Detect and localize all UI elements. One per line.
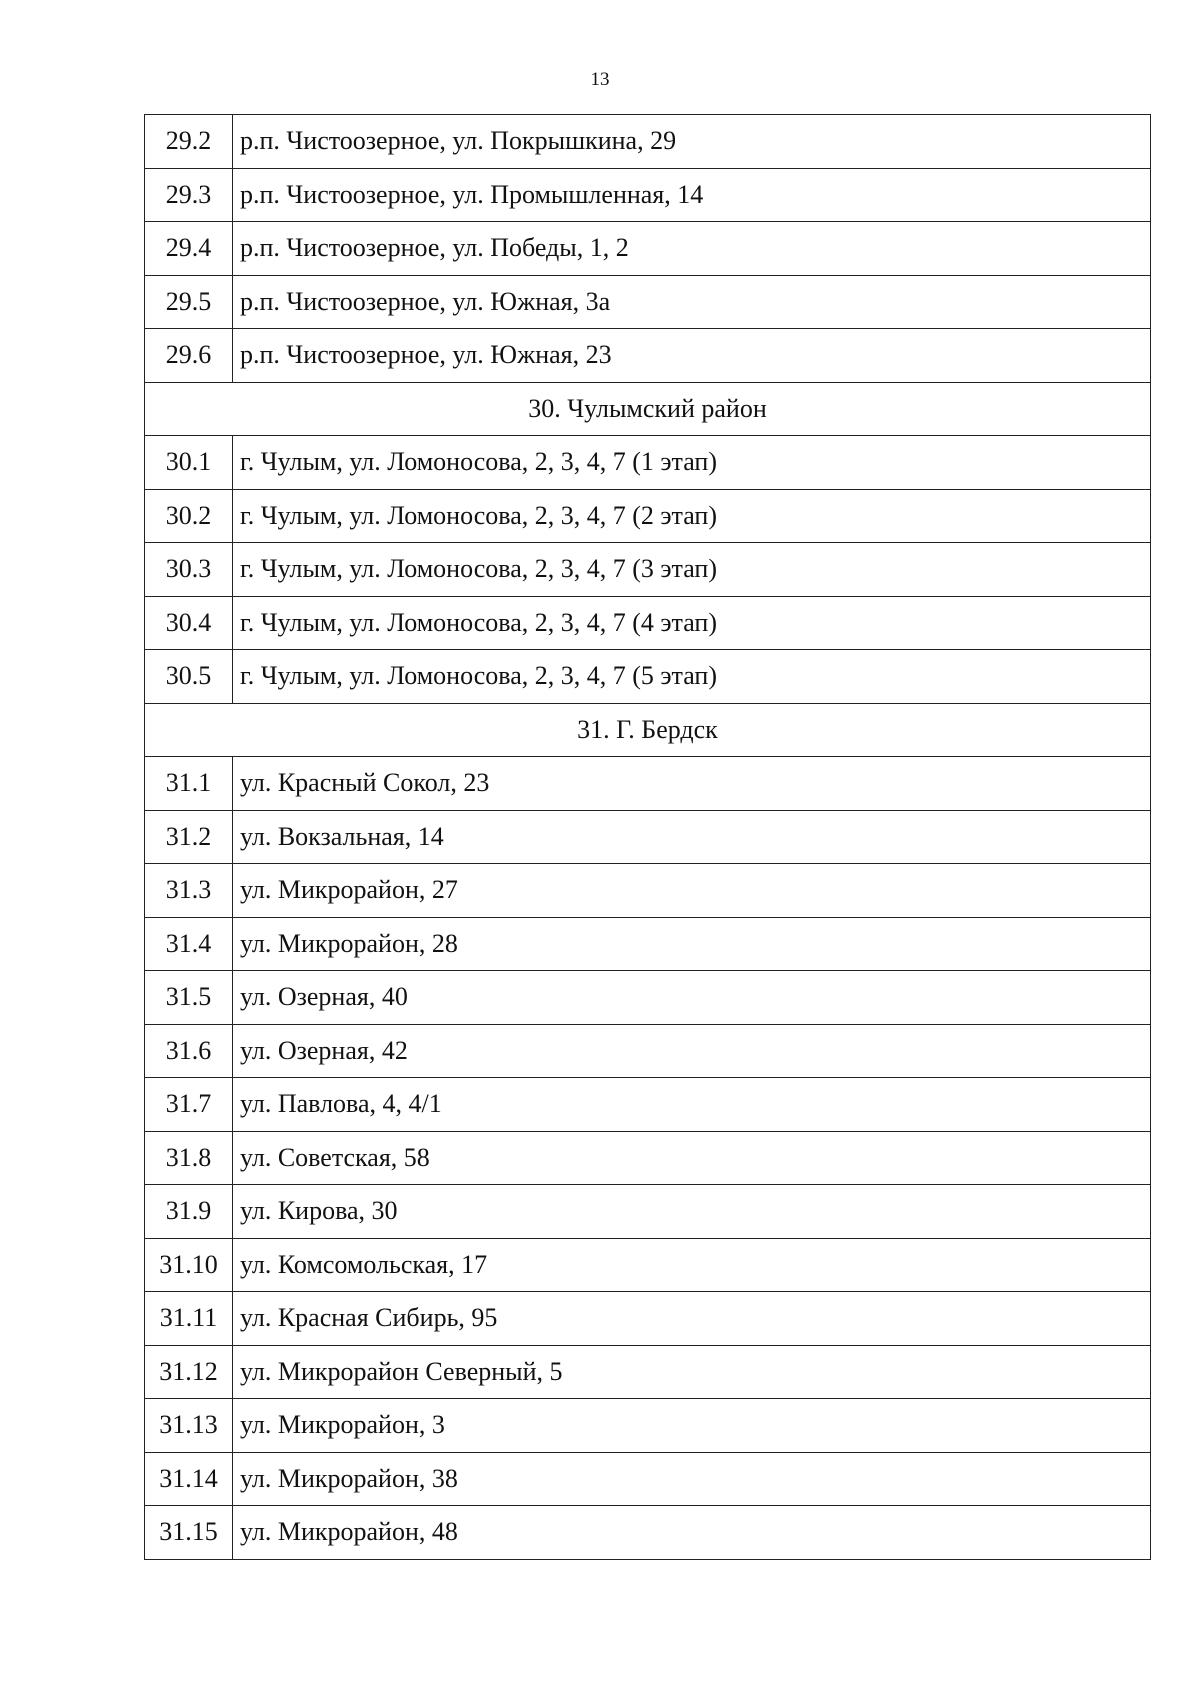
row-address: ул. Микрорайон Северный, 5 <box>233 1345 1151 1399</box>
row-number: 31.6 <box>145 1024 233 1078</box>
row-address: р.п. Чистоозерное, ул. Промышленная, 14 <box>233 168 1151 222</box>
row-number: 31.1 <box>145 757 233 811</box>
row-number: 31.14 <box>145 1452 233 1506</box>
table-row <box>145 596 1151 650</box>
row-number: 30.3 <box>145 543 233 597</box>
address-table <box>144 114 1151 1560</box>
row-address: ул. Микрорайон, 27 <box>233 864 1151 918</box>
table-row <box>145 329 1151 383</box>
row-address: ул. Микрорайон, 48 <box>233 1506 1151 1560</box>
table-row <box>145 1185 1151 1239</box>
row-number: 31.5 <box>145 971 233 1025</box>
row-number: 29.6 <box>145 329 233 383</box>
row-address: ул. Кирова, 30 <box>233 1185 1151 1239</box>
row-address: г. Чулым, ул. Ломоносова, 2, 3, 4, 7 (1 этап) <box>233 436 1151 490</box>
row-number: 29.5 <box>145 275 233 329</box>
section-header-row <box>145 703 1151 757</box>
row-address: ул. Микрорайон, 38 <box>233 1452 1151 1506</box>
table-row <box>145 436 1151 490</box>
row-number: 31.7 <box>145 1078 233 1132</box>
row-address: г. Чулым, ул. Ломоносова, 2, 3, 4, 7 (3 этап) <box>233 543 1151 597</box>
row-address: г. Чулым, ул. Ломоносова, 2, 3, 4, 7 (4 этап) <box>233 596 1151 650</box>
row-address: ул. Павлова, 4, 4/1 <box>233 1078 1151 1132</box>
row-address: ул. Микрорайон, 28 <box>233 917 1151 971</box>
row-number: 31.15 <box>145 1506 233 1560</box>
row-number: 31.13 <box>145 1399 233 1453</box>
row-address: ул. Красная Сибирь, 95 <box>233 1292 1151 1346</box>
table-row <box>145 757 1151 811</box>
table-row <box>145 650 1151 704</box>
row-number: 31.10 <box>145 1238 233 1292</box>
section-header-row <box>145 382 1151 436</box>
row-number: 29.4 <box>145 222 233 276</box>
table-row <box>145 115 1151 169</box>
row-number: 30.1 <box>145 436 233 490</box>
table-row <box>145 1345 1151 1399</box>
row-address: р.п. Чистоозерное, ул. Южная, 3а <box>233 275 1151 329</box>
table-row <box>145 917 1151 971</box>
table-row <box>145 1078 1151 1132</box>
table-row <box>145 1452 1151 1506</box>
row-address: ул. Микрорайон, 3 <box>233 1399 1151 1453</box>
table-row <box>145 275 1151 329</box>
row-address: ул. Вокзальная, 14 <box>233 810 1151 864</box>
row-number: 30.4 <box>145 596 233 650</box>
table-row <box>145 222 1151 276</box>
table-row <box>145 971 1151 1025</box>
table-row <box>145 1131 1151 1185</box>
row-address: ул. Красный Сокол, 23 <box>233 757 1151 811</box>
table-row <box>145 1399 1151 1453</box>
row-address: р.п. Чистоозерное, ул. Южная, 23 <box>233 329 1151 383</box>
row-number: 29.3 <box>145 168 233 222</box>
table-row <box>145 543 1151 597</box>
row-address: р.п. Чистоозерное, ул. Покрышкина, 29 <box>233 115 1151 169</box>
table-row <box>145 1292 1151 1346</box>
row-number: 31.9 <box>145 1185 233 1239</box>
row-address: ул. Советская, 58 <box>233 1131 1151 1185</box>
row-address: ул. Озерная, 42 <box>233 1024 1151 1078</box>
row-number: 29.2 <box>145 115 233 169</box>
table-row <box>145 489 1151 543</box>
row-number: 31.2 <box>145 810 233 864</box>
table-row <box>145 168 1151 222</box>
row-number: 31.3 <box>145 864 233 918</box>
table-row <box>145 864 1151 918</box>
row-address: ул. Комсомольская, 17 <box>233 1238 1151 1292</box>
row-number: 31.4 <box>145 917 233 971</box>
row-number: 31.12 <box>145 1345 233 1399</box>
section-title-chulym: 30. Чулымский район <box>145 382 1151 436</box>
row-address: р.п. Чистоозерное, ул. Победы, 1, 2 <box>233 222 1151 276</box>
section-title-berdsk: 31. Г. Бердск <box>145 703 1151 757</box>
row-number: 30.2 <box>145 489 233 543</box>
row-number: 30.5 <box>145 650 233 704</box>
table-row <box>145 1506 1151 1560</box>
table-row <box>145 810 1151 864</box>
table-row <box>145 1238 1151 1292</box>
page-number: 13 <box>590 69 610 90</box>
row-number: 31.8 <box>145 1131 233 1185</box>
table-row <box>145 1024 1151 1078</box>
row-address: ул. Озерная, 40 <box>233 971 1151 1025</box>
row-address: г. Чулым, ул. Ломоносова, 2, 3, 4, 7 (5 этап) <box>233 650 1151 704</box>
row-number: 31.11 <box>145 1292 233 1346</box>
row-address: г. Чулым, ул. Ломоносова, 2, 3, 4, 7 (2 этап) <box>233 489 1151 543</box>
